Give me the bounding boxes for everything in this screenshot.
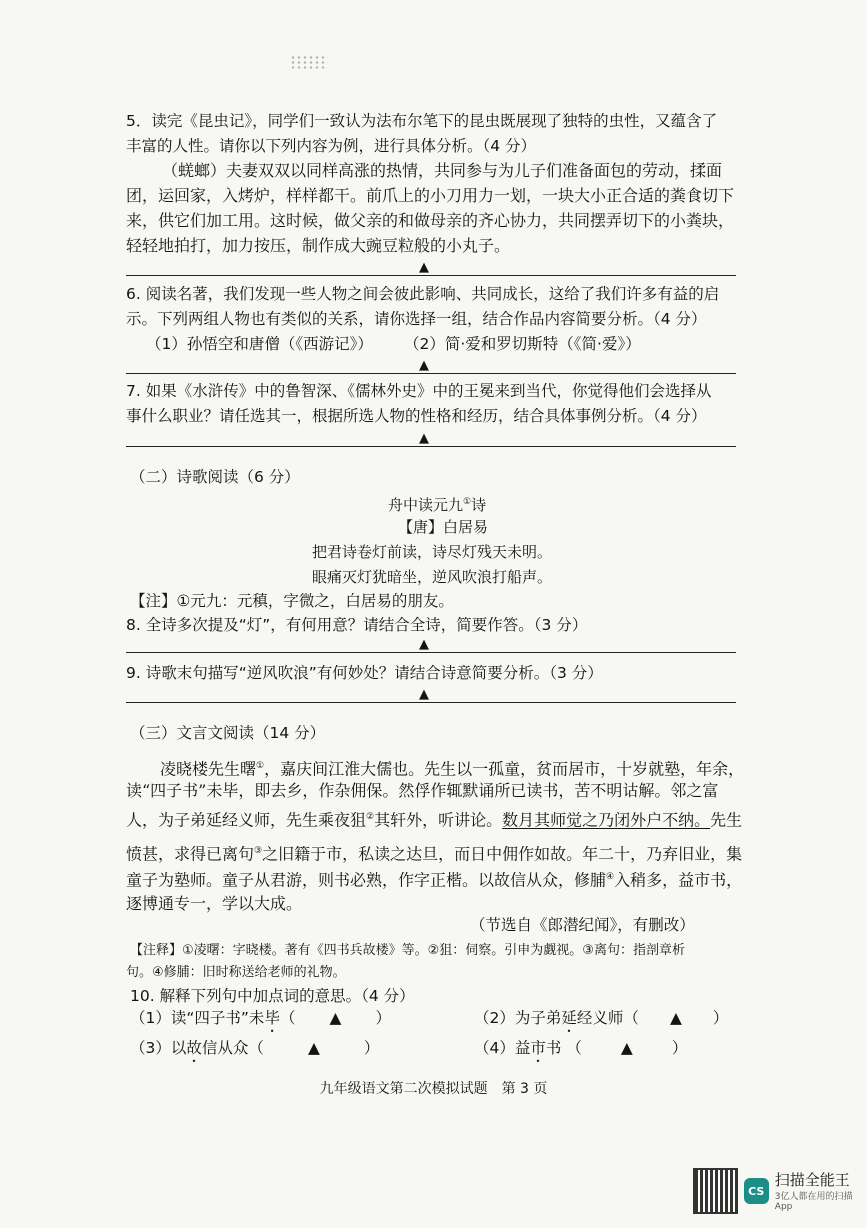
poem-verse2: 眼痛灭灯犹暗坐，逆风吹浪打船声。	[312, 568, 553, 586]
section3-heading: （三）文言文阅读（14 分）	[130, 724, 326, 742]
q7-line1: 7. 如果《水浒传》中的鲁智深、《儒林外史》中的王冕来到当代，你觉得他们会选择从	[126, 382, 712, 400]
q5-passage4: 轻轻地拍打，加力按压，制作成大豌豆粒般的小丸子。	[126, 236, 511, 255]
poem-verse1: 把君诗卷灯前读，诗尽灯残天未明。	[312, 543, 553, 561]
q6-line2: 示。下列两组人物也有类似的关系，请你选择一组，结合作品内容简要分析。（4 分）	[126, 310, 707, 328]
q5-passage3: 来，供它们加工用。这时候，做父亲的和做母亲的齐心协力，共同摆弄切下的小粪块，	[126, 211, 735, 230]
q7-line2: 事什么职业？请任选其一，根据所选人物的性格和经历，结合具体事例分析。（4 分）	[126, 407, 707, 425]
q5-line2: 丰富的人性。请你以下列内容为例，进行具体分析。（4 分）	[126, 137, 537, 155]
qr-code-icon	[693, 1168, 738, 1214]
poem-note: 【注】①元九：元稹，字微之，白居易的朋友。	[130, 592, 454, 610]
section2-heading: （二）诗歌阅读（6 分）	[130, 468, 300, 486]
page-footer: 九年级语文第二次模拟试题 第 3 页	[319, 1081, 548, 1097]
q5-passage1: （蜣螂）夫妻双双以同样高涨的热情，共同参与为儿子们准备面包的劳动，揉面	[162, 161, 723, 180]
poem-author: 【唐】白居易	[398, 518, 489, 536]
q6-line1: 6. 阅读名著，我们发现一些人物之间会彼此影响、共同成长，这给了我们许多有益的启	[126, 285, 720, 303]
q10-item4: （4）益市书 （ ▲ ）	[474, 1039, 688, 1057]
passage-line5: 童子为塾师。童子从君游，则书必熟，作字正楷。以故信从众，修脯④入稍多，益市书，	[126, 870, 743, 890]
answer-line	[126, 373, 736, 374]
q6-option2: （2）简·爱和罗切斯特（《简·爱》）	[404, 335, 641, 353]
q5-line1: 5．读完《昆虫记》，同学们一致认为法布尔笔下的昆虫既展现了独特的虫性，又蕴含了	[126, 112, 718, 130]
q10-item1: （1）读“四子书”未毕（ ▲ ）	[130, 1009, 391, 1027]
q8-text: 8. 全诗多次提及“灯”，有何用意？请结合全诗，简要作答。（3 分）	[126, 616, 588, 634]
q5-passage2: 团，运回家，入烤炉，样样都干。前爪上的小刀用力一划，一块大小正合适的粪食切下	[126, 186, 735, 205]
scanner-slogan: 3亿人都在用的扫描App	[774, 1191, 853, 1212]
passage-line1: 凌晓楼先生曙①，嘉庆间江淮大儒也。先生以一孤童，贫而居市，十岁就塾，年余，	[160, 759, 745, 779]
q9-text: 9. 诗歌末句描写“逆风吹浪”有何妙处？请结合诗意简要分析。（3 分）	[126, 664, 603, 682]
q10-text: 10. 解释下列句中加点词的意思。（4 分）	[130, 987, 415, 1005]
answer-line	[126, 446, 736, 447]
passage-line6: 逐博通专一，学以大成。	[126, 894, 303, 913]
passage-line3: 人，为子弟延经义师，先生乘夜狙②其轩外，听讲论。数月其师觉之乃闭外户不纳。先生	[126, 810, 743, 830]
answer-line	[126, 702, 736, 703]
answer-triangle: ▲	[419, 687, 429, 702]
scanner-brand: 扫描全能王	[774, 1170, 850, 1189]
answer-triangle: ▲	[419, 260, 429, 275]
camscanner-logo-icon: CS	[744, 1178, 769, 1204]
poem-title: 舟中读元九①诗	[388, 496, 487, 514]
answer-line	[126, 652, 736, 653]
answer-triangle: ▲	[419, 358, 429, 373]
answer-line	[126, 275, 736, 276]
q10-item2: （2）为子弟延经义师（ ▲ ）	[474, 1009, 729, 1027]
passage-note1: 【注释】①凌曙：字晓楼。著有《四书兵故楼》等。②狙：伺察。引申为觑视。③离句：指剖章析	[130, 943, 685, 958]
q10-item3: （3）以故信从众（ ▲ ）	[130, 1039, 380, 1057]
q6-option1: （1）孙悟空和唐僧（《西游记》）	[146, 335, 373, 353]
passage-line2: 读“四子书”未毕，即去乡，作杂佣保。然俘作辄默诵所已读书，苦不明诂解。邻之富	[126, 781, 719, 800]
scan-speck	[290, 55, 328, 69]
passage-source: （节选自《郎潜纪闻》，有删改）	[470, 916, 695, 934]
underlined-sentence: 数月其师觉之乃闭外户不纳。	[502, 810, 711, 830]
passage-line4: 愤甚，求得已离句③之旧籍于市，私读之达旦，而日中佣作如故。年二十，乃弃旧业，集	[126, 844, 743, 864]
passage-note2: 句。④修脯：旧时称送给老师的礼物。	[126, 965, 346, 980]
answer-triangle: ▲	[419, 637, 429, 652]
answer-triangle: ▲	[419, 431, 429, 446]
scanner-badge	[693, 1168, 867, 1214]
